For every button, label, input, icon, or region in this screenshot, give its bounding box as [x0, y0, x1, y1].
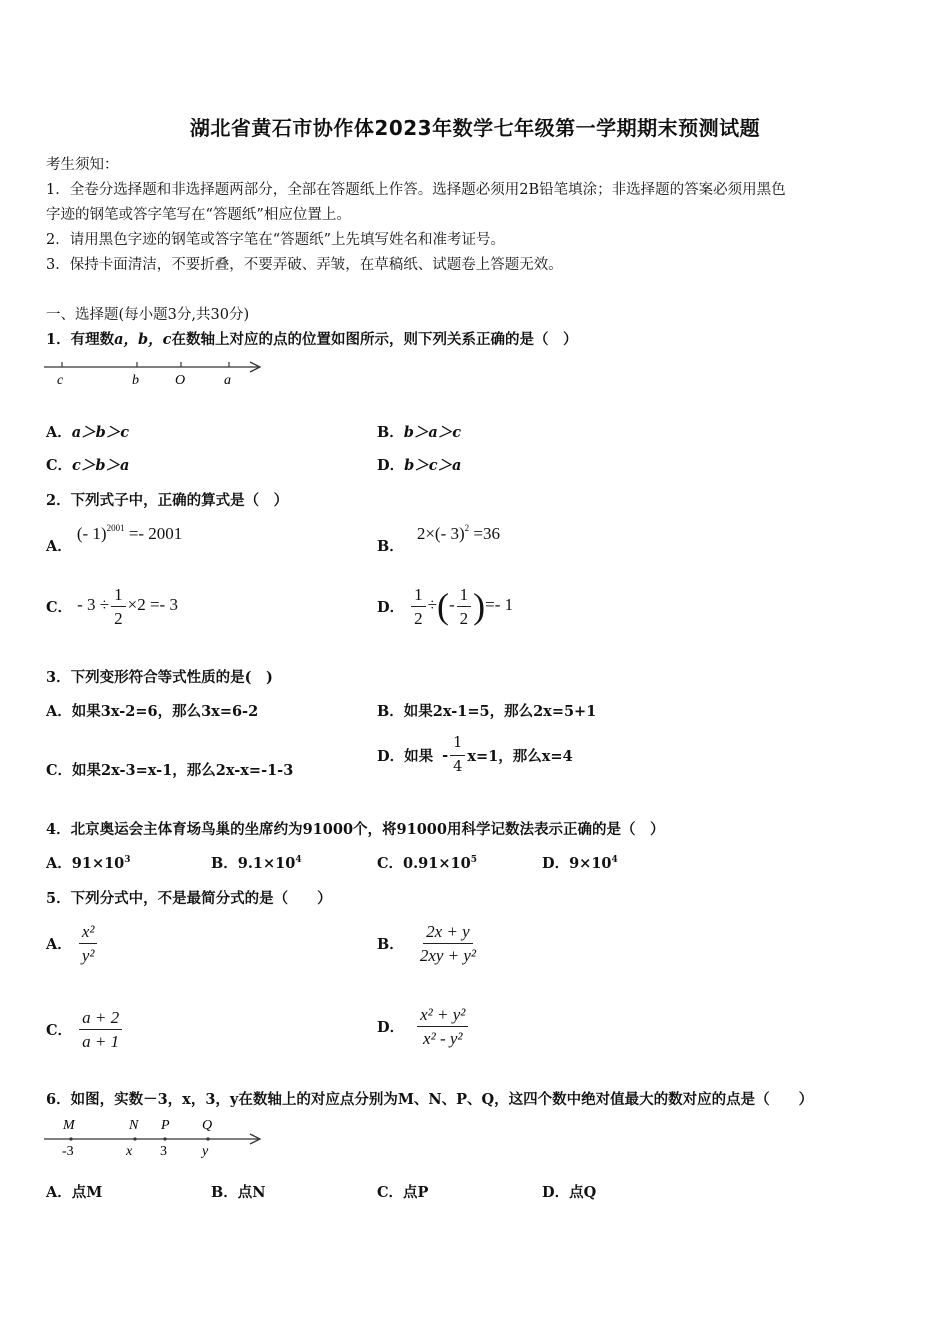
point-label-m: M — [63, 1118, 75, 1133]
q5-option-a[interactable]: A． $\frac{\text{x²}}{\text{y²}}$ — [46, 922, 99, 965]
question-1-stem: 1．有理数a，b，c在数轴上对应的点的位置如图所示，则下列关系正确的是（ ） — [46, 331, 578, 348]
question-3-stem: 3．下列变形符合等式性质的是( ) — [46, 669, 273, 686]
page-title: 湖北省黄石市协作体2023年数学七年级第一学期期末预测试题 — [189, 116, 761, 140]
q2-option-d[interactable]: D． $\frac{1}{2}$ ÷(- $\frac{1}{2}$ )=- 1 — [377, 585, 514, 628]
q6-option-b[interactable]: B．点N — [211, 1184, 266, 1201]
notice-line-2: 2．请用黑色字迹的钢笔或答字笔在“答题纸”上先填写姓名和准考证号。 — [46, 232, 506, 248]
question-4-stem: 4．北京奥运会主体育场鸟巢的坐席约为91000个，将91000用科学记数法表示正确的是（ ） — [46, 821, 665, 838]
notice-line-3: 3．保持卡面清洁，不要折叠，不要弄破、弄皱，在草稿纸、试题卷上答题无效。 — [46, 257, 563, 273]
value-label-3: 3 — [160, 1144, 167, 1158]
notice-line-1a: 1．全卷分选择题和非选择题两部分，全部在答题纸上作答。选择题必须用2B铅笔填涂；非选择题的答案必须用黑色 — [46, 182, 786, 198]
axis-label-c: c — [57, 373, 64, 388]
q1-number-line — [40, 353, 270, 391]
point-label-n: N — [129, 1118, 139, 1133]
q3-option-a[interactable]: A．如果3x-2=6，那么3x=6-2 — [46, 703, 259, 720]
point-label-q: Q — [202, 1118, 213, 1133]
q1-option-a[interactable]: A．a＞b＞c — [46, 424, 130, 441]
q2-option-a[interactable]: A． (- 1)$^{2001}$ =- 2001 — [46, 523, 183, 555]
q6-option-a[interactable]: A．点M — [46, 1184, 103, 1201]
q3-option-c[interactable]: C．如果2x-3=x-1，那么2x-x=-1-3 — [46, 762, 294, 779]
q4-option-b[interactable]: B．$9.1\times 10^4$ — [211, 855, 302, 872]
q6-option-c[interactable]: C．点P — [377, 1184, 429, 1201]
value-label-y: y — [202, 1144, 209, 1158]
q1-option-d[interactable]: D．b＞c＞a — [377, 457, 462, 474]
q3-option-b[interactable]: B．如果2x-1=5，那么2x=5+1 — [377, 703, 597, 720]
q4-option-d[interactable]: D．$9\times 10^4$ — [542, 855, 618, 872]
point-label-p: P — [161, 1118, 170, 1133]
q5-option-d[interactable]: D． $\frac{\text{x² + y²}}{\text{x² - y²}}$ — [377, 1005, 470, 1048]
question-5-stem: 5．下列分式中，不是最简分式的是（ ） — [46, 890, 332, 907]
q5-option-b[interactable]: B． $\frac{2x + y}{\text{2xy + y²}}$ — [377, 922, 477, 965]
q4-option-c[interactable]: C．$0.91\times 10^5$ — [377, 855, 477, 872]
q2-option-c[interactable]: C． - 3 ÷ $\frac{1}{2}$ ×2 =- 3 — [46, 585, 178, 628]
q6-number-line — [40, 1112, 270, 1158]
axis-label-a: a — [224, 373, 231, 388]
value-label-x: x — [126, 1144, 133, 1158]
axis-label-b: b — [132, 373, 139, 388]
q4-option-a[interactable]: A．$91\times 10^3$ — [46, 855, 131, 872]
question-2-stem: 2．下列式子中，正确的算式是（ ） — [46, 492, 289, 509]
q3-option-d[interactable]: D．如果 - $\frac{1}{4}$ x=1，那么x=4 — [377, 735, 573, 775]
q5-option-c[interactable]: C． $\frac{a + 2}{a + 1}$ — [46, 1008, 124, 1051]
axis-label-origin: O — [175, 373, 186, 388]
q6-option-d[interactable]: D．点Q — [542, 1184, 597, 1201]
section-heading: 一、选择题(每小题3分,共30分) — [46, 307, 250, 323]
notice-heading: 考生须知： — [46, 157, 119, 173]
q1-option-c[interactable]: C．c＞b＞a — [46, 457, 130, 474]
q1-option-b[interactable]: B．b＞a＞c — [377, 424, 462, 441]
question-6-stem: 6．如图，实数－3，x，3，y在数轴上的对应点分别为M、N、P、Q，这四个数中绝对值最大的数对应的点是（ ） — [46, 1091, 814, 1108]
notice-line-1b: 字迹的钢笔或答字笔写在“答题纸”相应位置上。 — [46, 207, 351, 223]
value-label-neg3: -3 — [62, 1144, 74, 1158]
q2-option-b[interactable]: B． 2×(- 3)$^2$ =36 — [377, 523, 500, 555]
